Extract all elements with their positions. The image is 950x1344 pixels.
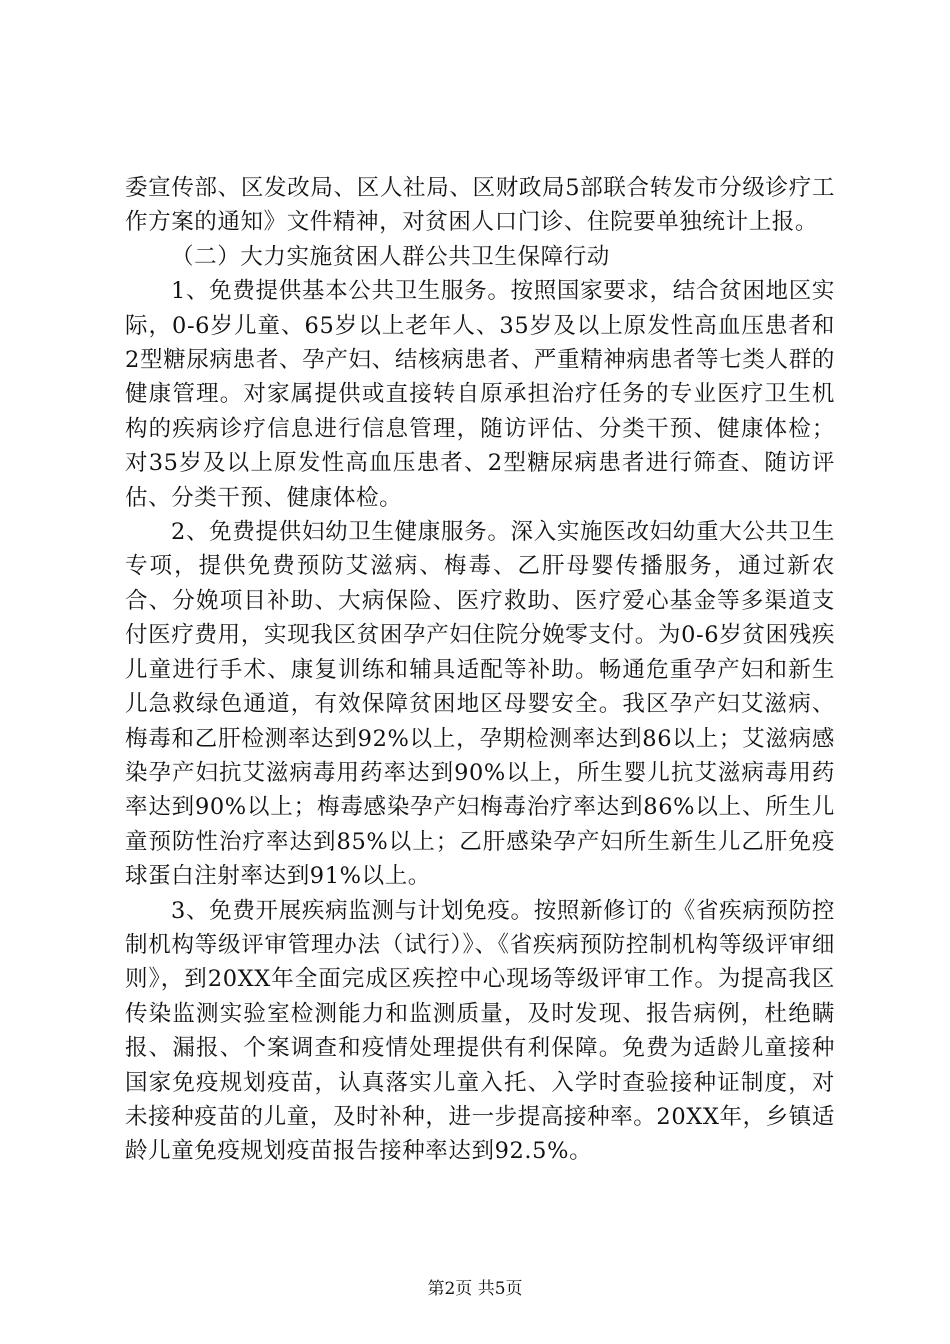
paragraph-item-2: 2、免费提供妇幼卫生健康服务。深入实施医改妇幼重大公共卫生专项，提供免费预防艾滋病、梅毒、乙肝母婴传播服务，通过新农合、分娩项目补助、大病保险、医疗救助、医疗爱心基金等多渠道支付医疗费用，实现我区贫困孕产妇住院分娩零支付。为0-6岁贫困残疾儿童进行手术、康复训练和辅具适配等补助。畅通危重孕产妇和新生儿急救绿色通道，有效保障贫困地区母婴安全。我区孕产妇艾滋病、梅毒和乙肝检测率达到92%以上，孕期检测率达到86以上；艾滋病感染孕产妇抗艾滋病毒用药率达到90%以上，所生婴儿抗艾滋病毒用药率达到90%以上；梅毒感染孕产妇梅毒治疗率达到86%以上、所生儿童预防性治疗率达到85%以上；乙肝感染孕产妇所生新生儿乙肝免疫球蛋白注射率达到91%以上。 (125, 519, 835, 890)
paragraph-continuation: 委宣传部、区发改局、区人社局、区财政局5部联合转发市分级诊疗工作方案的通知》文件精神，对贫困人口门诊、住院要单独统计上报。 (125, 175, 835, 236)
paragraph-item-1: 1、免费提供基本公共卫生服务。按照国家要求，结合贫困地区实际，0-6岁儿童、65岁以上老年人、35岁及以上原发性高血压患者和2型糖尿病患者、孕产妇、结核病患者、严重精神病患者等七类人群的健康管理。对家属提供或直接转自原承担治疗任务的专业医疗卫生机构的疾病诊疗信息进行信息管理，随访评估、分类干预、健康体检；对35岁及以上原发性高血压患者、2型糖尿病患者进行筛查、随访评估、分类干预、健康体检。 (125, 278, 835, 511)
section-heading: （二）大力实施贫困人群公共卫生保障行动 (171, 243, 610, 270)
page-number-footer: 第2页 共5页 (427, 1279, 523, 1299)
paragraph-item-3: 3、免费开展疾病监测与计划免疫。按照新修订的《省疾病预防控制机构等级评审管理办法（试行）》、《省疾病预防控制机构等级评审细则》，到20XX年全面完成区疾控中心现场等级评审工作。为提高我区传染监测实验室检测能力和监测质量，及时发现、报告病例，杜绝瞒报、漏报、个案调查和疫情处理提供有利保障。免费为适龄儿童接种国家免疫规划疫苗，认真落实儿童入托、入学时查验接种证制度，对未接种疫苗的儿童，及时补种，进一步提高接种率。20XX年，乡镇适龄儿童免疫规划疫苗报告接种率达到92.5%。 (125, 897, 835, 1165)
document-body (125, 171, 835, 1169)
